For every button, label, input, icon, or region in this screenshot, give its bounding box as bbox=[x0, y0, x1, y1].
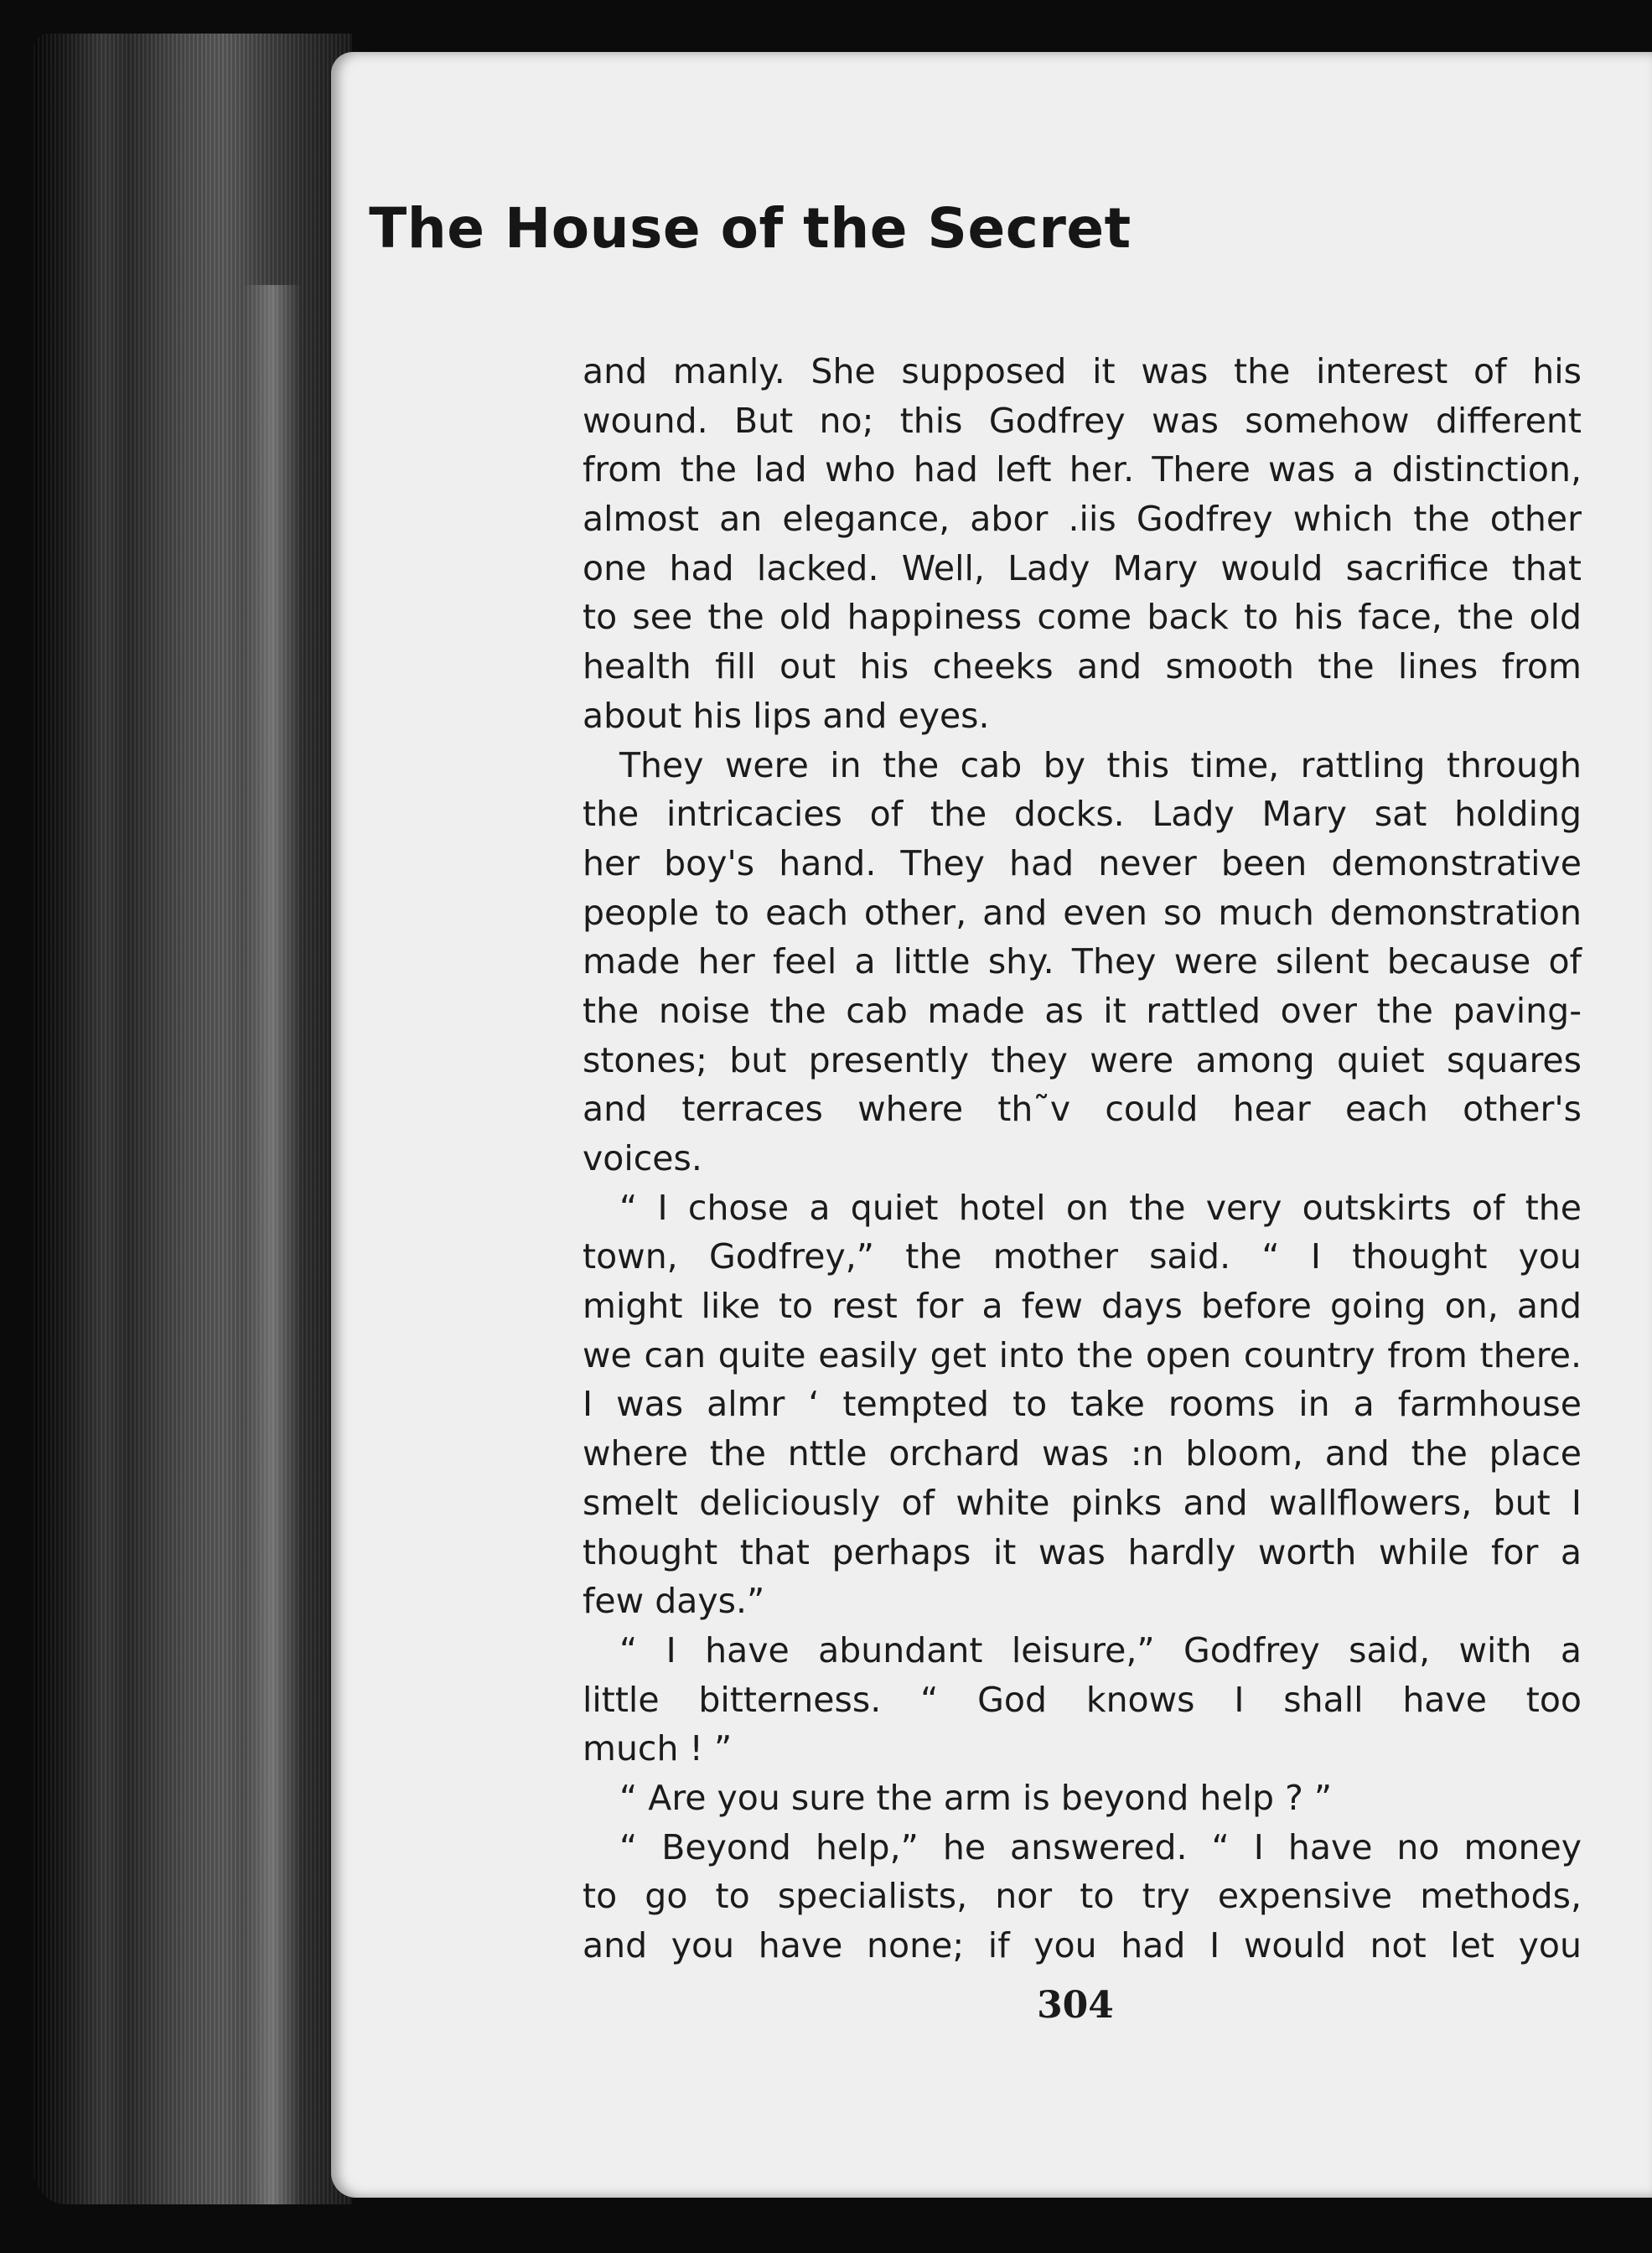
text-line: made her feel a little shy. They were silent because of bbox=[583, 941, 1582, 982]
text-line: and you have none; if you had I would not let you bbox=[583, 1925, 1582, 1966]
text-line: people to each other, and even so much demonstration bbox=[583, 892, 1582, 933]
text-line: “ Are you sure the arm is beyond help ? ” bbox=[619, 1777, 1333, 1818]
text-line: thought that perhaps it was hardly worth while for a bbox=[583, 1531, 1582, 1572]
text-line: the noise the cab made as it rattled over the paving- bbox=[583, 990, 1582, 1031]
text-line: “ Beyond help,” he answered. “ I have no money bbox=[619, 1826, 1582, 1867]
text-line: They were in the cab by this time, rattling through bbox=[619, 744, 1582, 785]
text-line: I was almr ‘ tempted to take rooms in a farmhouse bbox=[583, 1384, 1582, 1425]
text-line: her boy's hand. They had never been demonstrative bbox=[583, 842, 1582, 883]
text-line: voices. bbox=[583, 1138, 702, 1178]
text-line: to go to specialists, nor to try expensive methods, bbox=[583, 1876, 1582, 1917]
text-line: “ I have abundant leisure,” Godfrey said, with a bbox=[619, 1629, 1582, 1670]
book-edge-highlight bbox=[243, 285, 302, 2204]
text-line: to see the old happiness come back to his face, the old bbox=[583, 597, 1582, 638]
text-line: almost an elegance, abor .iis Godfrey which the other bbox=[583, 499, 1582, 540]
page-number: 304 bbox=[1037, 1984, 1114, 2027]
text-line: about his lips and eyes. bbox=[583, 695, 990, 736]
text-line: wound. But no; this Godfrey was somehow different bbox=[583, 400, 1582, 441]
text-line: smelt deliciously of white pinks and wallflowers, but I bbox=[583, 1482, 1582, 1523]
text-line: and manly. She supposed it was the interest of his bbox=[583, 351, 1582, 391]
text-line: town, Godfrey,” the mother said. “ I thought you bbox=[583, 1236, 1582, 1277]
text-line: little bitterness. “ God knows I shall have too bbox=[583, 1679, 1582, 1720]
text-line: few days.” bbox=[583, 1581, 765, 1622]
text-line: much ! ” bbox=[583, 1728, 733, 1769]
text-line: the intricacies of the docks. Lady Mary sat holding bbox=[583, 794, 1582, 835]
text-line: we can quite easily get into the open country from there. bbox=[583, 1334, 1582, 1375]
text-line: might like to rest for a few days before going on, and bbox=[583, 1286, 1582, 1327]
book-page-edges bbox=[34, 34, 352, 2204]
text-line: health fill out his cheeks and smooth the lines from bbox=[583, 646, 1582, 687]
text-line: one had lacked. Well, Lady Mary would sacrifice that bbox=[583, 547, 1582, 588]
body-text bbox=[583, 347, 1582, 1971]
text-line: stones; but presently they were among quiet squares bbox=[583, 1039, 1582, 1080]
text-line: “ I chose a quiet hotel on the very outskirts of the bbox=[619, 1187, 1582, 1228]
text-line: and terraces where th˜v could hear each other's bbox=[583, 1089, 1582, 1130]
running-header-title: The House of the Secret bbox=[369, 196, 1132, 261]
text-line: where the nttle orchard was :n bloom, and the place bbox=[583, 1433, 1582, 1474]
text-line: from the lad who had left her. There was a distinction, bbox=[583, 449, 1582, 490]
page bbox=[331, 52, 1652, 2198]
